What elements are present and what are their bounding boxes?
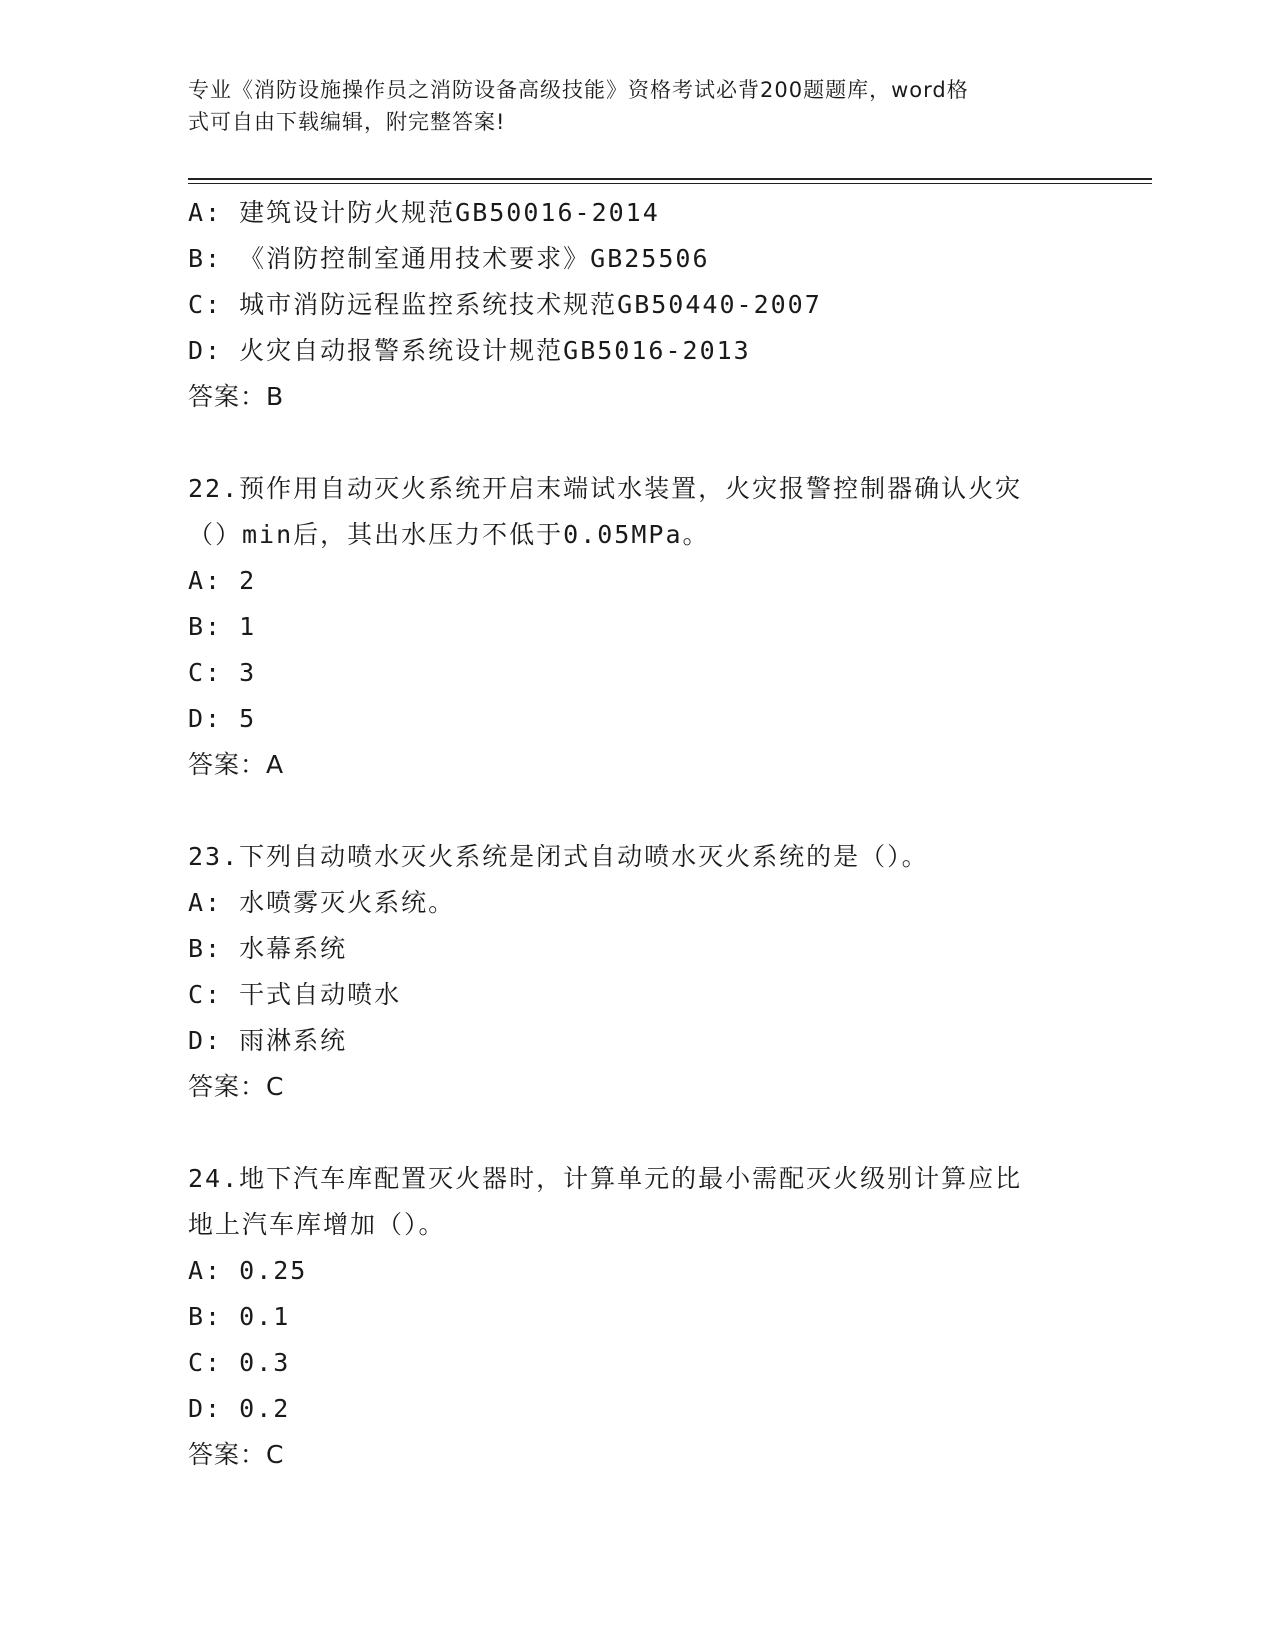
- option-b: B: 水幕系统: [188, 934, 348, 963]
- option-d: D: 火灾自动报警系统设计规范GB5016-2013: [188, 336, 751, 365]
- header-divider-thick: [188, 178, 1152, 180]
- document-header: [188, 74, 1088, 138]
- question-23: [188, 834, 1088, 1110]
- question-text-line-1: 22.预作用自动灭火系统开启末端试水装置，火灾报警控制器确认火灾: [188, 474, 1023, 503]
- option-c: C: 干式自动喷水: [188, 980, 402, 1009]
- answer: 答案：C: [188, 1440, 285, 1469]
- option-b: B: 《消防控制室通用技术要求》GB25506: [188, 244, 710, 273]
- answer: 答案：C: [188, 1072, 285, 1101]
- header-divider-thin: [188, 183, 1152, 184]
- spacer: [188, 788, 1088, 834]
- option-d: D: 5: [188, 704, 257, 733]
- question-list: [188, 190, 1088, 1478]
- option-a: A: 2: [188, 566, 257, 595]
- option-d: D: 雨淋系统: [188, 1026, 348, 1055]
- option-b: B: 1: [188, 612, 257, 641]
- option-d: D: 0.2: [188, 1394, 291, 1423]
- question-text-line-2: （）min后，其出水压力不低于0.05MPa。: [188, 520, 710, 549]
- header-line-1: 专业《消防设施操作员之消防设备高级技能》资格考试必背200题题库，word格: [188, 78, 969, 102]
- option-c: C: 城市消防远程监控系统技术规范GB50440-2007: [188, 290, 822, 319]
- option-b: B: 0.1: [188, 1302, 291, 1331]
- option-a: A: 水喷雾灭火系统。: [188, 888, 456, 917]
- answer: 答案：B: [188, 382, 285, 411]
- option-c: C: 3: [188, 658, 257, 687]
- header-line-2: 式可自由下载编辑，附完整答案!: [188, 110, 506, 134]
- question-text-line-1: 24.地下汽车库配置灭火器时，计算单元的最小需配灭火级别计算应比: [188, 1164, 1023, 1193]
- question-text-line-1: 23.下列自动喷水灭火系统是闭式自动喷水灭火系统的是（）。: [188, 842, 929, 871]
- question-text-line-2: 地上汽车库增加（）。: [188, 1210, 446, 1239]
- spacer: [188, 420, 1088, 466]
- question-22: [188, 466, 1088, 788]
- option-a: A: 0.25: [188, 1256, 308, 1285]
- question-21: [188, 190, 1088, 420]
- spacer: [188, 1110, 1088, 1156]
- option-c: C: 0.3: [188, 1348, 291, 1377]
- answer: 答案：A: [188, 750, 285, 779]
- option-a: A: 建筑设计防火规范GB50016-2014: [188, 198, 660, 227]
- question-24: [188, 1156, 1088, 1478]
